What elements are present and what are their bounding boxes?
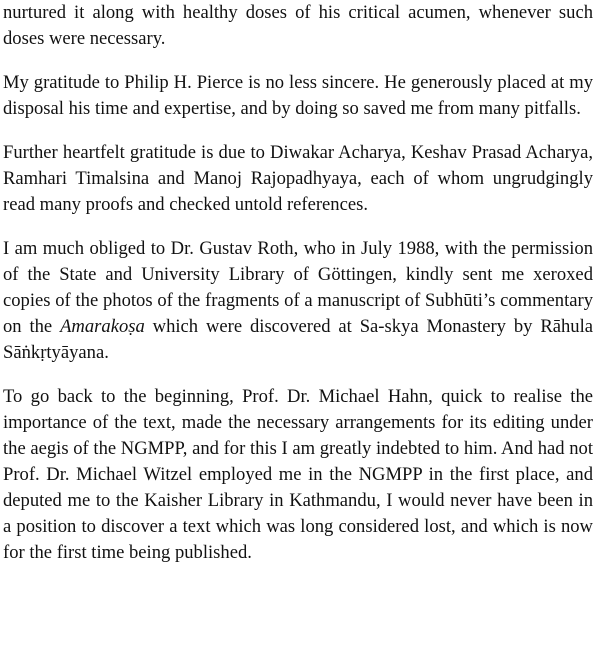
paragraph-4-text-b: which were discovered at Sa-skya Monastery by Rāhula Sāṅkṛtyāyana. xyxy=(3,316,593,363)
paragraph-3 xyxy=(3,140,593,218)
paragraph-3-text: Further heartfelt gratitude is due to Diwakar Acharya, Keshav Prasad Acharya, Ramhari Timalsina and Manoj Rajopadhyaya, each of whom ungrudgingly read many proofs and checked untold references. xyxy=(3,142,593,215)
paragraph-4 xyxy=(3,236,593,366)
paragraph-1-text: nurtured it along with healthy doses of his critical acumen, whenever such doses were necessary. xyxy=(3,2,593,49)
paragraph-4-text-a: I am much obliged to Dr. Gustav Roth, who in July 1988, with the permission of the State and University Library of Göttingen, kindly sent me xeroxed copies of the photos of the fragments of a manuscript of Subhūti’s commentary on the xyxy=(3,238,593,337)
paragraph-gap xyxy=(3,218,593,236)
paragraph-5-text: To go back to the beginning, Prof. Dr. Michael Hahn, quick to realise the importance of the text, made the necessary arrangements for its editing under the aegis of the NGMPP, and for this I am greatly indebted to him. And had not Prof. Dr. Michael Witzel employed me in the NGMPP in the first place, and deputed me to the Kaisher Library in Kathmandu, I would never have been in a position to discover a text which was long considered lost, and which is now for the first time being published. xyxy=(3,386,593,563)
paragraph-5 xyxy=(3,384,593,566)
paragraph-gap xyxy=(3,122,593,140)
paragraph-2 xyxy=(3,70,593,122)
paragraph-1 xyxy=(3,0,593,52)
amarakosa-title: Amarakoṣa xyxy=(60,316,145,337)
paragraph-gap xyxy=(3,366,593,384)
paragraph-2-text: My gratitude to Philip H. Pierce is no less sincere. He generously placed at my disposal his time and expertise, and by doing so saved me from many pitfalls. xyxy=(3,72,593,119)
paragraph-gap xyxy=(3,52,593,70)
